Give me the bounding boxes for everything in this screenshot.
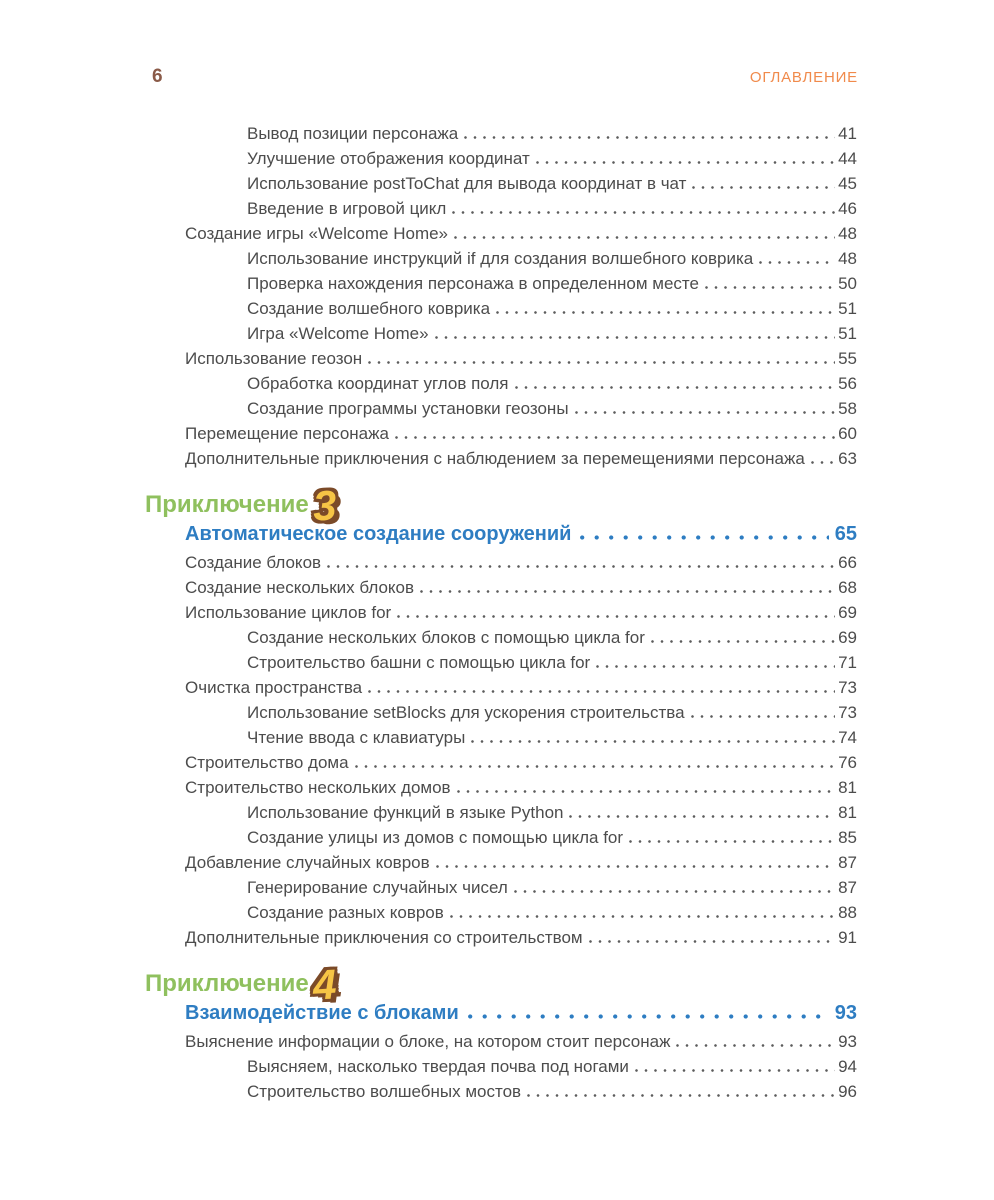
dot-leader [496,311,835,314]
dot-leader [420,590,835,593]
toc-entry-page: 55 [838,349,857,368]
toc-entry-page: 91 [838,928,857,947]
toc-entry-page: 48 [838,249,857,268]
toc-entry-page: 63 [838,449,857,468]
toc-entry-title: Создание программы установки геозоны [247,399,569,418]
dot-leader [759,261,835,264]
toc-entry-title: Строительство дома [185,753,349,772]
toc-entry-page: 69 [838,628,857,647]
toc-entry-page: 81 [838,778,857,797]
toc-entry-title: Создание нескольких блоков с помощью цикла for [247,628,645,647]
toc-entry-page: 87 [838,878,857,897]
toc-entry-row [185,296,857,321]
toc-entry-row [185,550,857,575]
dot-leader [450,915,835,918]
toc-entry-title: Выясняем, насколько твердая почва под ногами [247,1057,629,1076]
toc-entry-row [185,171,857,196]
toc-entry-page: 81 [838,803,857,822]
page-header [152,66,858,88]
chapter-number: 3 [311,481,338,530]
toc-entry-page: 73 [838,703,857,722]
toc-entry-row [185,625,857,650]
toc-entry-title: Создание блоков [185,553,322,572]
dot-leader [397,615,835,618]
toc-entry-title: Дополнительные приключения с наблюдением за перемещениями персонажа [185,449,805,468]
toc-entry-page: 41 [838,124,857,143]
chapter-label-row [145,481,857,530]
toc-entry-row [185,221,857,246]
toc-entry-page: 93 [838,1032,857,1051]
toc-entry-title: Создание нескольких блоков [185,578,415,597]
dot-leader [589,940,835,943]
dot-leader [580,535,828,540]
dot-leader [811,461,835,464]
dot-leader [651,640,835,643]
toc-entry-title: Выяснение информации о блоке, на котором стоит персонаж [185,1032,671,1051]
toc-entry-page: 50 [838,274,857,293]
toc-entry-row [185,825,857,850]
toc-entry-title: Использование циклов for [185,603,392,622]
dot-leader [692,186,835,189]
toc-entry-title: Создание улицы из домов с помощью цикла for [247,828,624,847]
toc-entry-page: 74 [838,728,857,747]
toc-entry-title: Введение в игровой цикл [247,199,447,218]
chapter-label: Приключение [145,970,309,997]
toc-entry-page: 73 [838,678,857,697]
toc-entry-row [185,1029,857,1054]
toc-entry-row [185,900,857,925]
toc-entry-row [185,600,857,625]
toc-entry-title: Генерирование случайных чисел [247,878,508,897]
toc-entry-row [185,271,857,296]
toc-entry-row [185,875,857,900]
chapter-number: 4 [311,960,338,1009]
toc-entry-row [185,725,857,750]
dot-leader [575,411,836,414]
toc-entry-row [185,446,857,471]
chapter-title-row [185,523,857,550]
toc-entry-title: Использование postToChat для вывода координат в чат [247,174,687,193]
dot-leader [635,1069,835,1072]
toc-entry-row [185,675,857,700]
toc-entry-page: 60 [838,424,857,443]
toc-entry-page: 56 [838,374,857,393]
toc-entry-title: Использование инструкций if для создания волшебного коврика [247,249,754,268]
chapter-page-number: 93 [834,1002,857,1024]
toc-entry-page: 44 [838,149,857,168]
toc-entry-page: 66 [838,553,857,572]
toc-entry-title: Использование геозон [185,349,363,368]
toc-entry-row [185,121,857,146]
toc-entry-title: Создание игры «Welcome Home» [185,224,449,243]
toc-entry-title: Строительство волшебных мостов [247,1082,522,1101]
toc-entry-page: 51 [838,324,857,343]
chapter-title: Автоматическое создание сооружений [185,523,572,545]
toc-entry-page: 96 [838,1082,857,1101]
toc-entry-page: 76 [838,753,857,772]
dot-leader [629,840,835,843]
toc-entry-page: 69 [838,603,857,622]
toc-entry-title: Строительство башни с помощью цикла for [247,653,591,672]
toc-entry-title: Чтение ввода с клавиатуры [247,728,466,747]
toc-entry-row [185,1079,857,1104]
dot-leader [327,565,835,568]
toc-entry-row [185,246,857,271]
toc-entry-page: 68 [838,578,857,597]
toc-entry-row [185,196,857,221]
dot-leader [471,740,835,743]
toc-entry-row [185,421,857,446]
toc-entry-row [185,800,857,825]
table-of-contents [145,121,857,1104]
toc-entry-row [185,146,857,171]
dot-leader [676,1044,835,1047]
toc-entry-page: 46 [838,199,857,218]
chapter-label: Приключение [145,491,309,518]
toc-entry-title: Добавление случайных ковров [185,853,430,872]
toc-entry-page: 71 [838,653,857,672]
toc-entry-row [185,650,857,675]
toc-entry-row [185,321,857,346]
dot-leader [395,436,835,439]
toc-entry-title: Использование функций в языке Python [247,803,564,822]
dot-leader [368,690,835,693]
toc-entry-title: Обработка координат углов поля [247,374,509,393]
dot-leader [457,790,836,793]
dot-leader [705,286,835,289]
toc-entry-row [185,575,857,600]
dot-leader [452,211,835,214]
toc-entry-page: 94 [838,1057,857,1076]
toc-entry-title: Создание волшебного коврика [247,299,491,318]
chapter-page-number: 65 [834,523,857,545]
dot-leader [454,236,835,239]
toc-entry-page: 58 [838,399,857,418]
toc-entry-row [185,371,857,396]
toc-entry-page: 51 [838,299,857,318]
running-head: ОГЛАВЛЕНИЕ [749,69,858,86]
toc-entry-row [185,1054,857,1079]
toc-entry-title: Игра «Welcome Home» [247,324,429,343]
toc-entry-row [185,750,857,775]
dot-leader [368,361,835,364]
toc-entry-title: Вывод позиции персонажа [247,124,459,143]
dot-leader [515,386,836,389]
chapter-title: Взаимодействие с блоками [185,1002,459,1024]
page-number: 6 [152,66,163,87]
toc-entry-row [185,346,857,371]
toc-entry-page: 85 [838,828,857,847]
dot-leader [536,161,835,164]
toc-entry-page: 87 [838,853,857,872]
toc-entry-title: Дополнительные приключения со строительством [185,928,583,947]
toc-entry-title: Проверка нахождения персонажа в определенном месте [247,274,699,293]
toc-entry-title: Перемещение персонажа [185,424,389,443]
toc-entry-title: Использование setBlocks для ускорения строительства [247,703,685,722]
dot-leader [596,665,835,668]
dot-leader [691,715,835,718]
chapter-label-row [145,960,857,1009]
chapter-heading [145,950,857,1029]
toc-entry-row [185,775,857,800]
toc-entry-title: Создание разных ковров [247,903,444,922]
dot-leader [468,1014,829,1019]
toc-entry-page: 88 [838,903,857,922]
toc-entry-row [185,700,857,725]
toc-entry-title: Строительство нескольких домов [185,778,451,797]
toc-entry-row [185,925,857,950]
dot-leader [569,815,835,818]
dot-leader [464,136,835,139]
toc-entry-page: 48 [838,224,857,243]
dot-leader [514,890,835,893]
dot-leader [355,765,836,768]
toc-entry-row [185,396,857,421]
chapter-title-row [185,1002,857,1029]
toc-entry-title: Очистка пространства [185,678,363,697]
dot-leader [436,865,835,868]
dot-leader [527,1094,835,1097]
toc-entry-page: 45 [838,174,857,193]
toc-entry-title: Улучшение отображения координат [247,149,530,168]
toc-entry-row [185,850,857,875]
dot-leader [435,336,836,339]
chapter-heading [145,471,857,550]
